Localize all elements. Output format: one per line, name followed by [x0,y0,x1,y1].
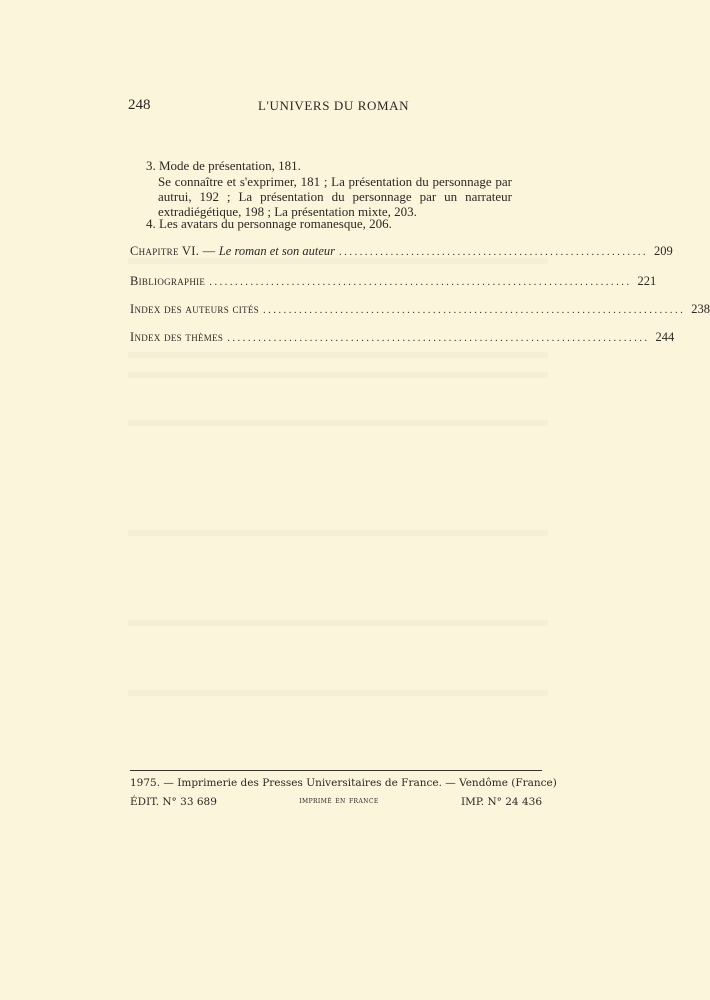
show-through [128,530,548,536]
index-themes-label: Index des thèmes [130,330,224,344]
toc-entry-label [130,274,209,289]
leader-dots: ............................................................ [339,246,649,258]
contents-item-3-subsections: Se connaître et s'exprimer, 181 ; La présentation du personnage par autrui, 192 ; La présentation du personnage par un narrateur extradiégétique, 198 ; La présentation mixte, 203. [158,174,512,219]
imprint-imp-number: IMP. N° 24 436 [460,796,542,808]
show-through [128,690,548,696]
show-through [128,620,548,626]
bibliographie-label: Bibliographie [130,274,206,288]
show-through [128,420,548,426]
show-through [128,372,548,378]
leader-dots: .................................................................................. [227,332,650,344]
imprint-line-1 [130,777,557,789]
chapter-prefix: Chapitre VI. — [130,244,219,258]
toc-entry-index-themes [130,330,675,346]
imprint-printed-in-france: imprimé en france [299,796,379,806]
toc-page-number: 221 [637,274,657,288]
toc-entry-label [130,330,227,345]
leader-dots: .................................................................................. [209,276,632,288]
toc-page-number: 244 [655,330,675,344]
toc-page-number: 209 [654,244,673,258]
toc-page-number: 238 [691,302,710,316]
toc-entry-label [130,244,339,259]
toc-entry-index-auteurs [130,302,710,318]
contents-item-4: 4. Les avatars du personnage romanesque, 206. [146,216,392,231]
imprint-printer: 1975. — Imprimerie des Presses Universitaires de France. — Vendôme (France) [130,777,557,789]
imprint-rule [130,770,542,771]
contents-item-3: 3. Mode de présentation, 181. [146,158,301,173]
imprint-line-2 [130,796,542,808]
show-through [128,352,548,358]
running-head [128,97,542,117]
imprint-edit-number: ÉDIT. N° 33 689 [130,796,217,808]
toc-entry-label [130,302,263,317]
toc-entry-bibliographie [130,274,657,290]
page-number: 248 [128,97,151,113]
chapter-title: Le roman et son auteur [218,244,336,258]
toc-entry-chapter-6 [130,244,673,260]
leader-dots: .................................................................................. [262,304,686,316]
index-auteurs-label: Index des auteurs cités [130,302,259,316]
running-title: L'UNIVERS DU ROMAN [258,98,410,113]
